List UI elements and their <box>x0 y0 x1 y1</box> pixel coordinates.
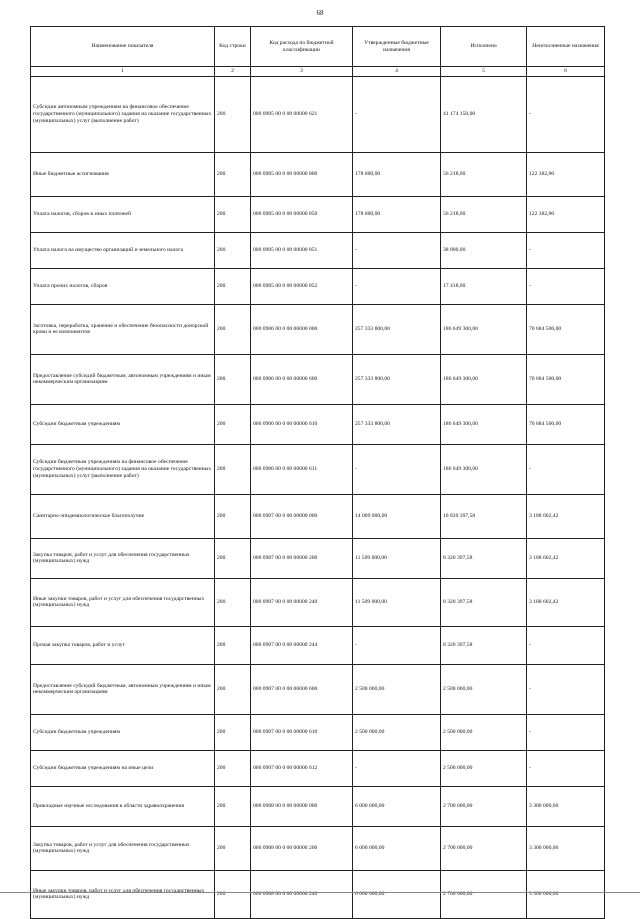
indicator-name: Санитарно-эпидемиологическое благополучие <box>31 494 215 538</box>
classification-code: 000 0906 00 0 00 00000 600 <box>251 354 353 404</box>
line-code: 200 <box>215 578 251 626</box>
classification-code: 000 0907 00 0 00 00000 240 <box>251 578 353 626</box>
classification-code: 000 0905 00 0 00 00000 852 <box>251 268 353 304</box>
line-code: 200 <box>215 304 251 354</box>
executed-amount: 186 649 300,00 <box>441 404 527 444</box>
executed-amount: 38 800,00 <box>441 232 527 268</box>
classification-code: 000 0905 00 0 00 00000 850 <box>251 196 353 232</box>
executed-amount: 2 700 000,00 <box>441 826 527 870</box>
indicator-name: Уплата налогов, сборов и иных платежей <box>31 196 215 232</box>
unexecuted-amount: - <box>527 232 605 268</box>
unexecuted-amount: - <box>527 444 605 494</box>
approved-amount: 6 000 000,00 <box>353 870 441 918</box>
column-number: 6 <box>527 67 605 77</box>
table-row <box>31 826 605 870</box>
indicator-name: Уплата прочих налогов, сборов <box>31 268 215 304</box>
classification-code: 000 0907 00 0 00 00000 612 <box>251 750 353 786</box>
unexecuted-amount: 122 382,00 <box>527 196 605 232</box>
table-row <box>31 870 605 918</box>
table-row <box>31 196 605 232</box>
line-code: 200 <box>215 76 251 152</box>
column-numbers-row <box>31 67 605 77</box>
executed-amount: 41 174 150,00 <box>441 76 527 152</box>
indicator-name: Прочая закупка товаров, работ и услуг <box>31 626 215 664</box>
unexecuted-amount: 3 300 000,00 <box>527 786 605 826</box>
indicator-name: Субсидии бюджетным учреждениям на иные цели <box>31 750 215 786</box>
line-code: 200 <box>215 870 251 918</box>
indicator-name: Уплата налога на имущество организаций и земельного налога <box>31 232 215 268</box>
indicator-name: Субсидии автономным учреждениям на финансовое обеспечение государственного (муниципального) задания на оказание государственных (муниципальных) услуг (выполнение работ) <box>31 76 215 152</box>
line-code: 200 <box>215 232 251 268</box>
table-row <box>31 494 605 538</box>
approved-amount: 2 500 000,00 <box>353 714 441 750</box>
header-unexecuted-assignments: Неисполненные назначения <box>527 27 605 67</box>
classification-code: 000 0908 00 0 00 00000 240 <box>251 870 353 918</box>
classification-code: 000 0908 00 0 00 00000 000 <box>251 786 353 826</box>
executed-amount: 10 820 397,58 <box>441 494 527 538</box>
header-line-code: Код строки <box>215 27 251 67</box>
line-code: 200 <box>215 538 251 578</box>
unexecuted-amount: - <box>527 664 605 714</box>
classification-code: 000 0905 00 0 00 00000 621 <box>251 76 353 152</box>
indicator-name: Иные закупки товаров, работ и услуг для обеспечения государственных (муниципальных) нужд <box>31 578 215 626</box>
unexecuted-amount: - <box>527 76 605 152</box>
classification-code: 000 0907 00 0 00 00000 244 <box>251 626 353 664</box>
executed-amount: 186 649 300,00 <box>441 304 527 354</box>
indicator-name: Предоставление субсидий бюджетным, автономным учреждениям и иным некоммерческим организациям <box>31 354 215 404</box>
header-executed: Исполнено <box>441 27 527 67</box>
approved-amount: 257 333 800,00 <box>353 404 441 444</box>
budget-execution-table <box>30 26 605 919</box>
line-code: 200 <box>215 404 251 444</box>
page-bottom-rule <box>0 892 640 893</box>
line-code: 200 <box>215 714 251 750</box>
unexecuted-amount: 70 684 500,00 <box>527 354 605 404</box>
unexecuted-amount: 70 684 500,00 <box>527 304 605 354</box>
table-row <box>31 268 605 304</box>
approved-amount: 14 009 000,00 <box>353 494 441 538</box>
approved-amount: 11 509 000,00 <box>353 538 441 578</box>
table-row <box>31 578 605 626</box>
indicator-name: Прикладные научные исследования в области здравоохранения <box>31 786 215 826</box>
unexecuted-amount: - <box>527 626 605 664</box>
table-row <box>31 152 605 196</box>
classification-code: 000 0906 00 0 00 00000 611 <box>251 444 353 494</box>
line-code: 200 <box>215 626 251 664</box>
classification-code: 000 0906 00 0 00 00000 000 <box>251 304 353 354</box>
unexecuted-amount: 3 300 000,00 <box>527 826 605 870</box>
executed-amount: 2 500 000,00 <box>441 714 527 750</box>
indicator-name: Закупка товаров, работ и услуг для обеспечения государственных (муниципальных) нужд <box>31 826 215 870</box>
table-row <box>31 444 605 494</box>
indicator-name: Субсидии бюджетным учреждениям <box>31 714 215 750</box>
executed-amount: 2 500 000,00 <box>441 750 527 786</box>
line-code: 200 <box>215 354 251 404</box>
table-row <box>31 304 605 354</box>
approved-amount: 11 509 000,00 <box>353 578 441 626</box>
line-code: 200 <box>215 494 251 538</box>
table-row <box>31 714 605 750</box>
executed-amount: 186 649 300,00 <box>441 354 527 404</box>
approved-amount: 178 600,00 <box>353 196 441 232</box>
classification-code: 000 0907 00 0 00 00000 610 <box>251 714 353 750</box>
indicator-name: Иные бюджетные ассигнования <box>31 152 215 196</box>
approved-amount: 6 000 000,00 <box>353 826 441 870</box>
line-code: 200 <box>215 826 251 870</box>
line-code: 200 <box>215 664 251 714</box>
executed-amount: 56 218,00 <box>441 196 527 232</box>
classification-code: 000 0905 00 0 00 00000 851 <box>251 232 353 268</box>
unexecuted-amount: 70 684 500,00 <box>527 404 605 444</box>
classification-code: 000 0908 00 0 00 00000 200 <box>251 826 353 870</box>
header-indicator-name: Наименование показателя <box>31 27 215 67</box>
approved-amount: - <box>353 626 441 664</box>
executed-amount: 8 320 397,58 <box>441 626 527 664</box>
unexecuted-amount: - <box>527 750 605 786</box>
column-number: 1 <box>31 67 215 77</box>
classification-code: 000 0907 00 0 00 00000 000 <box>251 494 353 538</box>
indicator-name: Иные закупки товаров, работ и услуг для обеспечения государственных (муниципальных) нужд <box>31 870 215 918</box>
approved-amount: 257 333 800,00 <box>353 304 441 354</box>
approved-amount: - <box>353 444 441 494</box>
table-row <box>31 750 605 786</box>
executed-amount: 56 218,00 <box>441 152 527 196</box>
executed-amount: 2 700 000,00 <box>441 786 527 826</box>
unexecuted-amount: 122 382,00 <box>527 152 605 196</box>
line-code: 200 <box>215 196 251 232</box>
indicator-name: Заготовка, переработка, хранение и обеспечение безопасности донорской крови и ее компонентов <box>31 304 215 354</box>
unexecuted-amount: 3 300 000,00 <box>527 870 605 918</box>
unexecuted-amount: 3 188 602,42 <box>527 494 605 538</box>
approved-amount: 178 600,00 <box>353 152 441 196</box>
classification-code: 000 0907 00 0 00 00000 600 <box>251 664 353 714</box>
classification-code: 000 0906 00 0 00 00000 610 <box>251 404 353 444</box>
line-code: 200 <box>215 152 251 196</box>
line-code: 200 <box>215 444 251 494</box>
executed-amount: 8 320 397,58 <box>441 578 527 626</box>
approved-amount: - <box>353 268 441 304</box>
executed-amount: 17 418,00 <box>441 268 527 304</box>
header-approved-assignments: Утвержденные бюджетные назначения <box>353 27 441 67</box>
table-row <box>31 354 605 404</box>
indicator-name: Предоставление субсидий бюджетным, автономным учреждениям и иным некоммерческим организациям <box>31 664 215 714</box>
executed-amount: 8 320 397,58 <box>441 538 527 578</box>
approved-amount: - <box>353 750 441 786</box>
executed-amount: 2 500 000,00 <box>441 664 527 714</box>
table-row <box>31 626 605 664</box>
unexecuted-amount: - <box>527 268 605 304</box>
approved-amount: 6 000 000,00 <box>353 786 441 826</box>
table-row <box>31 232 605 268</box>
indicator-name: Субсидии бюджетным учреждениям на финансовое обеспечение государственного (муниципального) задания на оказание государственных (муниципальных) услуг (выполнение работ) <box>31 444 215 494</box>
indicator-name: Закупка товаров, работ и услуг для обеспечения государственных (муниципальных) нужд <box>31 538 215 578</box>
column-number: 2 <box>215 67 251 77</box>
table-row <box>31 404 605 444</box>
indicator-name: Субсидии бюджетным учреждениям <box>31 404 215 444</box>
approved-amount: - <box>353 232 441 268</box>
line-code: 200 <box>215 750 251 786</box>
line-code: 200 <box>215 268 251 304</box>
header-budget-classification-code: Код расхода по бюджетной классификации <box>251 27 353 67</box>
header-row <box>31 27 605 67</box>
column-number: 3 <box>251 67 353 77</box>
unexecuted-amount: 3 188 602,42 <box>527 578 605 626</box>
classification-code: 000 0907 00 0 00 00000 200 <box>251 538 353 578</box>
approved-amount: 257 333 800,00 <box>353 354 441 404</box>
table-row <box>31 786 605 826</box>
unexecuted-amount: 3 188 602,42 <box>527 538 605 578</box>
line-code: 200 <box>215 786 251 826</box>
page-number: 68 <box>316 9 324 17</box>
executed-amount: 186 649 300,00 <box>441 444 527 494</box>
table-row <box>31 664 605 714</box>
approved-amount: - <box>353 76 441 152</box>
unexecuted-amount: - <box>527 714 605 750</box>
column-number: 5 <box>441 67 527 77</box>
table-row <box>31 76 605 152</box>
column-number: 4 <box>353 67 441 77</box>
table-row <box>31 538 605 578</box>
approved-amount: 2 500 000,00 <box>353 664 441 714</box>
classification-code: 000 0905 00 0 00 00000 800 <box>251 152 353 196</box>
executed-amount: 2 700 000,00 <box>441 870 527 918</box>
